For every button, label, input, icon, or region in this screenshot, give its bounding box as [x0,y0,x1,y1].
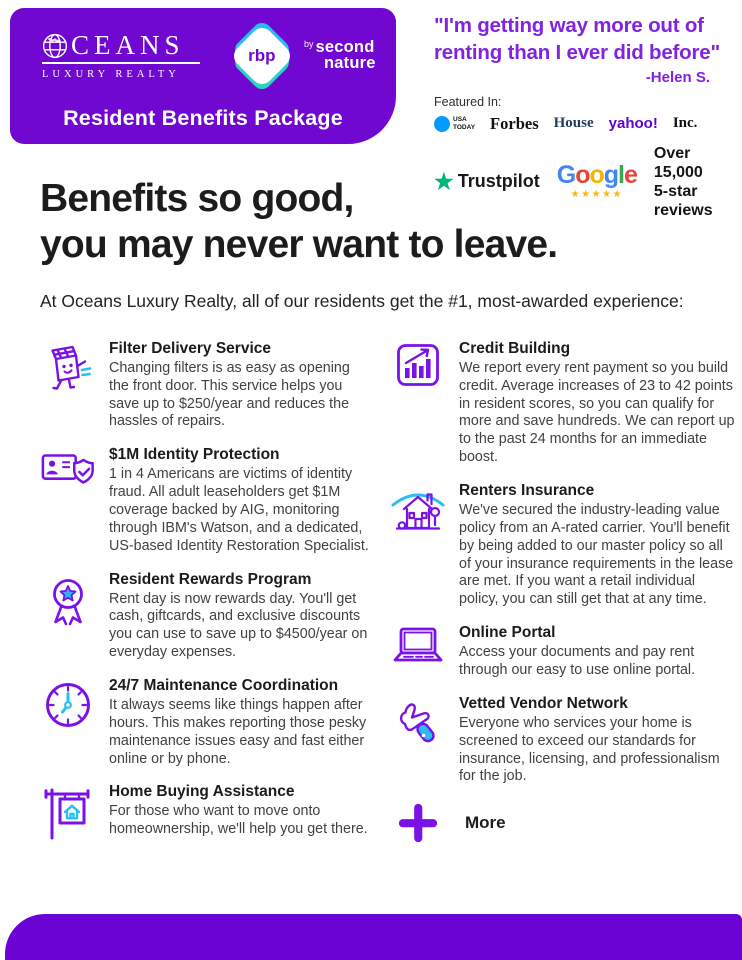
benefit-description: We report every rent payment so you build credit. Average increases of 23 to 42 points in resident scores, so you can qualify for more and save hundreds. We can report up to the past 24 months for an immediate boost. [459,359,735,466]
laptop-icon [388,624,448,680]
hero-subtitle: At Oceans Luxury Realty, all of our residents get the #1, most-awarded experience: [40,291,684,312]
header-card [10,8,396,144]
benefit-item [388,695,738,786]
quote-line-2: renting than I ever did before" [434,41,721,65]
more-item [396,801,738,845]
benefit-title: $1M Identity Protection [109,446,280,464]
second-label: second [315,38,375,57]
trustpilot-label: Trustpilot [457,171,540,192]
plus-icon [396,801,440,845]
usa-today-line2: TODAY [453,123,476,131]
usa-today-circle-icon [434,116,450,132]
page-title: Benefits so good, you may never want to leave. [40,177,558,266]
trustpilot-star-icon: ★ [434,168,454,194]
quote-line-1: "I'm getting way more out of [434,14,704,37]
benefit-description: Rent day is now rewards day. You'll get cash, giftcards, and exclusive discounts you can use to save up to $4500/year on everyday expenses. [109,590,368,661]
rewards-medal-icon [38,571,98,662]
featured-in-label: Featured In: [434,94,502,109]
brand-name: CEANS [71,30,185,60]
oceans-logo [42,32,200,80]
reviews-count: Over 15,000 5-star reviews [653,144,713,220]
benefit-item [38,783,372,841]
yahoo-logo: yahoo! [608,115,658,132]
benefit-description: We've secured the industry-leading value policy from an A-rated carrier. You'll benefit by being added to our master policy so all of your insurance requirements in the lease are met. If you want a retail individual policy, you can still get that at any time. [459,502,734,608]
benefit-title: Renters Insurance [459,482,595,500]
benefit-description: Access your documents and pay rent through our easy to use online portal. [459,644,696,679]
benefit-title: Credit Building [459,339,571,357]
benefits-column-right [388,340,738,857]
benefit-description: Changing filters is as easy as opening the front door. This service helps you save up to $250/year and reduces the hassles of repairs. [109,359,350,430]
testimonial-quote [434,12,734,67]
usa-today-line1: USA [453,116,467,124]
benefit-title: Home Buying Assistance [109,783,295,801]
benefit-title: 24/7 Maintenance Coordination [109,677,339,695]
credit-chart-icon [388,340,448,467]
more-label: More [465,813,506,833]
banner-title: Resident Benefits Package [63,106,343,130]
benefit-title: Filter Delivery Service [109,339,271,357]
benefit-item [38,677,372,768]
trustpilot-logo [434,168,540,194]
second-nature-logo [304,40,376,71]
benefit-title: Online Portal [459,624,556,642]
benefit-item [388,624,738,680]
benefit-title: Vetted Vendor Network [459,694,628,712]
rbp-square [229,23,294,88]
benefit-item [38,571,372,662]
reviews-row [434,144,734,221]
press-logo-row [434,114,734,134]
benefits-column-left [38,340,372,857]
footer-bar [5,914,742,960]
usa-today-logo [434,116,475,132]
home-sign-icon [38,783,98,841]
globe-icon [42,33,68,59]
benefit-item [38,340,372,431]
filter-delivery-icon [38,340,98,431]
by-label: by [304,39,314,50]
benefit-title: Resident Rewards Program [109,570,312,588]
benefit-item [388,340,738,467]
clock-icon [38,677,98,768]
benefit-description: It always seems like things happen after hours. This makes reporting those pesky maintenance issues easy and fast either online or by phone. [109,697,367,767]
inc-logo: Inc. [672,115,698,131]
benefit-description: 1 in 4 Americans are victims of identity fraud. All adult leaseholders get $1M coverage backed by AIG, monitoring through IBM's Watson, and a dedicated, US-based Identity Restoration Specialist. [109,466,369,554]
quote-attribution: -Helen S. [645,68,710,86]
google-stars-icon: ★★★★★ [570,189,623,201]
identity-protection-icon [38,446,98,555]
renters-house-icon [388,482,448,609]
benefit-item [38,446,372,555]
rbp-label: rbp [248,45,276,65]
house-logo: House [553,115,594,131]
testimonial-block [434,12,734,220]
thumbs-up-icon [388,695,448,786]
google-logo: Google ★★★★★ [556,161,637,201]
forbes-logo: Forbes [490,113,539,133]
benefit-item [388,482,738,609]
brand-row [10,8,396,88]
rbp-badge [230,24,294,88]
nature-label: nature [324,54,376,72]
benefit-description: For those who want to move onto homeownership, we'll help you get there. [109,803,368,838]
benefits-grid [0,314,742,857]
brand-subname: LUXURY REALTY [42,69,180,80]
benefit-description: Everyone who services your home is screened to exceed our standards for insurance, licensing, and professionalism for the job. [459,714,720,785]
